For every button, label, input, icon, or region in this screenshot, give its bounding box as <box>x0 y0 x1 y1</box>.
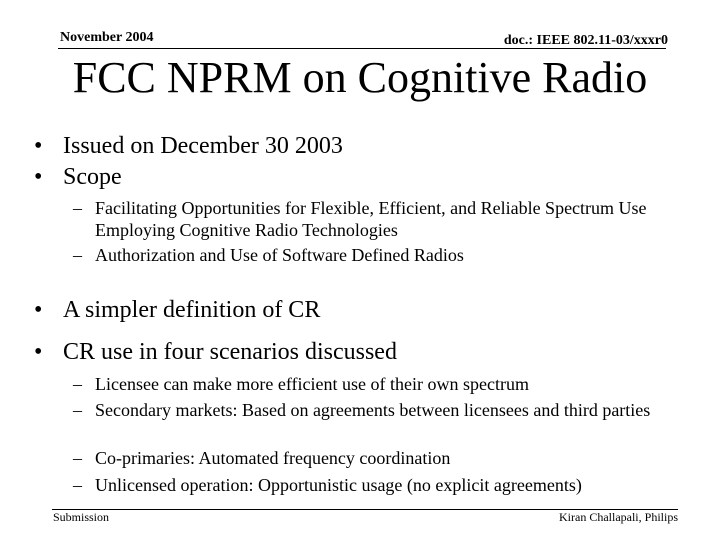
bullet-mark: • <box>34 133 43 159</box>
bullet-text: A simpler definition of CR <box>63 297 321 323</box>
sub-bullet-text: Unlicensed operation: Opportunistic usage (no explicit agreements) <box>95 475 582 495</box>
slide-title: FCC NPRM on Cognitive Radio <box>72 53 648 102</box>
sub-bullet-text: Co-primaries: Automated frequency coordination <box>95 448 451 468</box>
bullet-mark: • <box>34 297 43 323</box>
bullet-mark: • <box>34 339 43 365</box>
header-date: November 2004 <box>60 30 154 45</box>
dash-mark: – <box>73 198 82 218</box>
dash-mark: – <box>73 475 82 495</box>
sub-bullet-text: Authorization and Use of Software Defined Radios <box>95 245 464 265</box>
dash-mark: – <box>73 374 82 394</box>
dash-mark: – <box>73 400 82 420</box>
bullet-text: Issued on December 30 2003 <box>63 133 343 159</box>
bullet-text: Scope <box>63 164 122 190</box>
header-doc-id: doc.: IEEE 802.11-03/xxxr0 <box>503 33 668 48</box>
bullet-mark: • <box>34 164 43 190</box>
sub-bullet-text: Facilitating Opportunities for Flexible, Efficient, and Reliable Spectrum Use Employing Cognitive Radio Technologies <box>95 198 647 240</box>
dash-mark: – <box>73 245 82 265</box>
dash-mark: – <box>73 448 82 468</box>
sub-bullet-text: Licensee can make more efficient use of their own spectrum <box>95 374 529 394</box>
header-rule <box>58 48 666 49</box>
bullet-text: CR use in four scenarios discussed <box>63 339 397 365</box>
footer-left: Submission <box>53 510 110 524</box>
footer-right: Kiran Challapali, Philips <box>559 510 678 524</box>
sub-bullet-text: Secondary markets: Based on agreements between licensees and third parties <box>95 400 651 420</box>
